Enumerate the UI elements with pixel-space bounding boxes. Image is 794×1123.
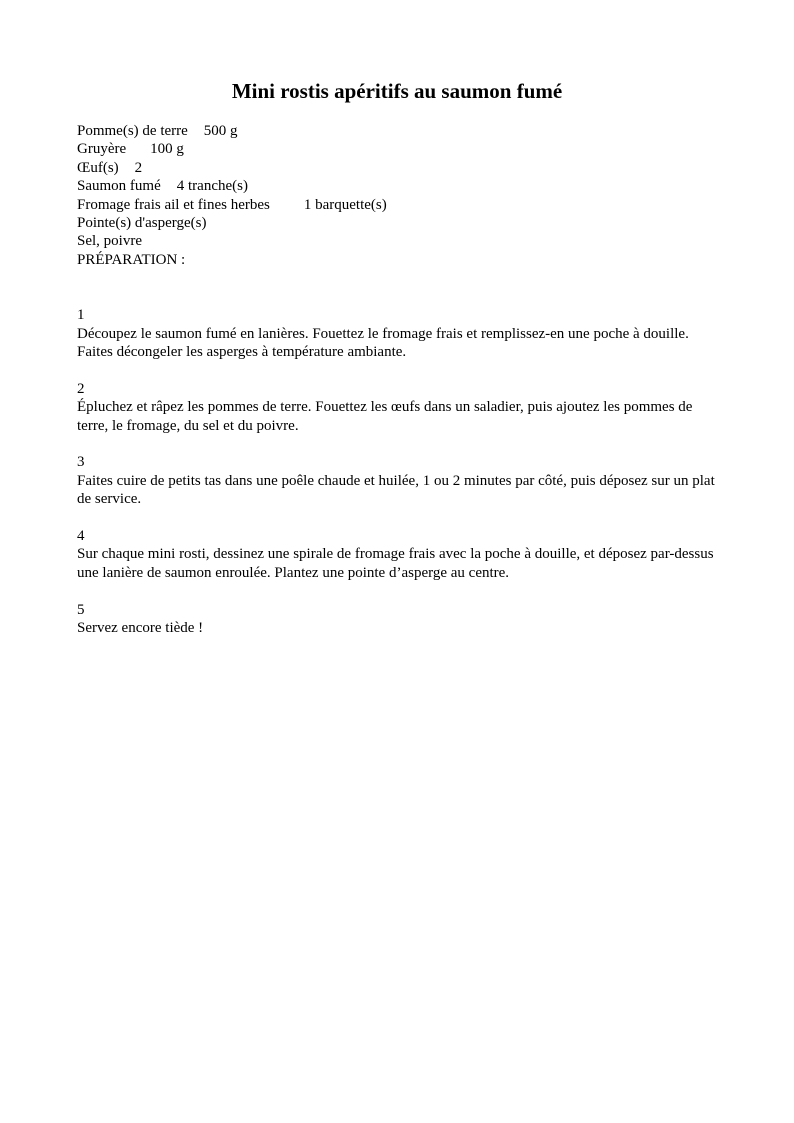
ingredient-quantity: 1 barquette(s) — [303, 196, 387, 213]
step-number: 4 — [77, 528, 85, 545]
step-item — [77, 601, 719, 638]
ingredient-name: Pointe(s) d'asperge(s) — [77, 215, 207, 232]
ingredient-name: Sel, poivre — [77, 233, 142, 250]
step-item — [77, 527, 719, 582]
preparation-steps — [77, 306, 719, 637]
section-spacer — [77, 269, 719, 306]
recipe-body — [77, 122, 719, 656]
ingredient-name: Gruyère — [77, 141, 127, 158]
step-item — [77, 380, 719, 435]
step-number: 5 — [77, 601, 85, 618]
ingredient-quantity: 2 — [134, 159, 143, 176]
step-text: Faites cuire de petits tas dans une poêle chaude et huilée, 1 ou 2 minutes par côté, puis déposez sur un plat de service. — [77, 472, 715, 508]
ingredient-name: Fromage frais ail et fines herbes — [77, 196, 270, 213]
step-number: 3 — [77, 454, 85, 471]
ingredient-item — [77, 214, 719, 232]
ingredient-item — [77, 232, 719, 250]
ingredient-quantity: 500 g — [203, 123, 238, 139]
recipe-title: Mini rostis apéritifs au saumon fumé — [231, 79, 563, 103]
step-text: Sur chaque mini rosti, dessinez une spirale de fromage frais avec la poche à douille, et déposez par-dessus une lanière de saumon enroulée. Plantez une pointe d’asperge au centre. — [77, 546, 714, 581]
step-text: Servez encore tiède ! — [77, 620, 204, 637]
step-number: 1 — [77, 307, 85, 324]
preparation-heading: PRÉPARATION : — [77, 251, 186, 268]
step-text: Épluchez et râpez les pommes de terre. Fouettez les œufs dans un saladier, puis ajoutez les pommes de terre, le fromage, du sel et du poivre. — [77, 399, 693, 434]
step-item — [77, 306, 719, 361]
ingredient-item — [77, 122, 719, 140]
step-text: Découpez le saumon fumé en lanières. Fouettez le fromage frais et remplissez-en une poche à douille. Faites décongeler les asperges à température ambiante. — [77, 325, 689, 361]
ingredient-name: Pomme(s) de terre — [77, 123, 188, 139]
ingredient-item — [77, 140, 719, 158]
ingredient-quantity: 100 g — [150, 141, 184, 158]
ingredient-item — [77, 196, 719, 214]
ingredient-item — [77, 159, 719, 177]
step-number: 2 — [77, 380, 85, 397]
step-item — [77, 453, 719, 508]
ingredient-list — [77, 122, 719, 251]
ingredient-name: Œuf(s) — [77, 159, 119, 176]
ingredient-name: Saumon fumé — [77, 178, 161, 195]
ingredient-quantity: 4 tranche(s) — [176, 178, 248, 195]
ingredient-item — [77, 177, 719, 195]
